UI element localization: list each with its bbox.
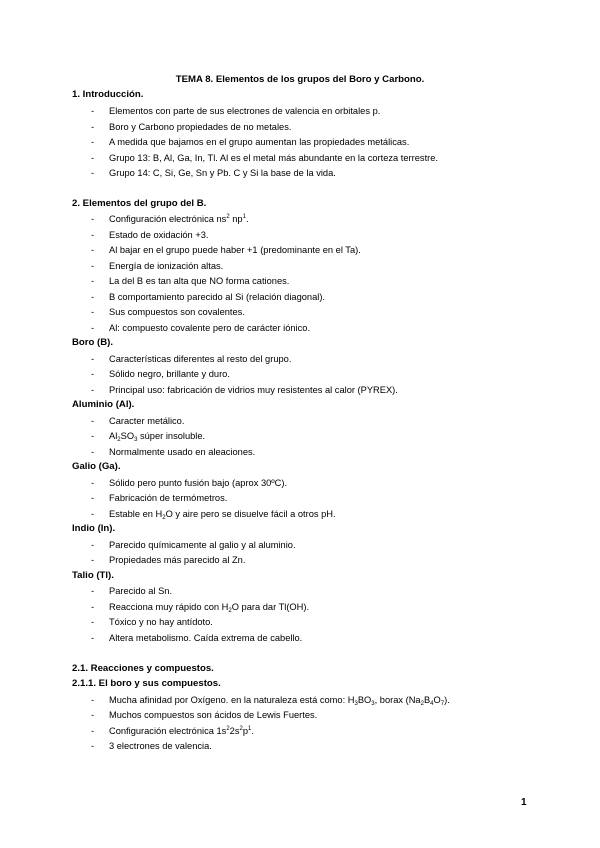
- list-item: - Caracter metálico.: [91, 416, 185, 426]
- list-item: - $Al_2SO_3$ súper insoluble.: [91, 431, 206, 443]
- section-heading-boro: Boro (B).: [72, 337, 114, 348]
- list-item: - Sólido pero punto fusión bajo (aprox 30ºC).: [91, 478, 288, 488]
- section-heading-group-b: 2. Elementos del grupo del B.: [72, 198, 207, 209]
- list-item: - A medida que bajamos en el grupo aumentan las propiedades metálicas.: [91, 137, 410, 147]
- list-item: - Muchos compuestos son ácidos de Lewis Fuertes.: [91, 710, 318, 720]
- section-heading-aluminio: Aluminio (Al).: [72, 399, 135, 410]
- section-heading-reacciones: 2.1. Reacciones y compuestos.: [72, 663, 214, 674]
- page-number: 1: [521, 797, 527, 808]
- list-item: - La del B es tan alta que NO forma cationes.: [91, 276, 290, 286]
- section-heading-talio: Talio (Tl).: [72, 570, 114, 581]
- list-item: - Altera metabolismo. Caída extrema de cabello.: [91, 633, 303, 643]
- section-heading-indio: Indio (In).: [72, 523, 116, 534]
- section-heading-intro: 1. Introducción.: [72, 89, 144, 100]
- list-item: - Características diferentes al resto del grupo.: [91, 354, 292, 364]
- section-heading-galio: Galio (Ga).: [72, 461, 121, 472]
- list-item: - Configuración electrónica $1s^22s^2p^1$.: [91, 726, 254, 736]
- list-item: - Mucha afinidad por Oxígeno. en la naturaleza está como: $H_3BO_3$, borax $(Na_2B_4O_7)$.: [91, 695, 450, 707]
- list-item: - Propiedades más parecido al Zn.: [91, 555, 246, 565]
- list-item: - Estable en $H_2O$ y aire pero se disuelve fácil a otros pH.: [91, 509, 336, 521]
- list-item: - B comportamiento parecido al Si (relación diagonal).: [91, 292, 326, 302]
- list-item: - Fabricación de termómetros.: [91, 493, 228, 503]
- list-item: - Boro y Carbono propiedades de no metales.: [91, 122, 292, 132]
- list-item: - Reacciona muy rápido con $H_2O$ para dar Tl(OH).: [91, 602, 310, 614]
- subsection-heading-boro-compuestos: 2.1.1. El boro y sus compuestos.: [72, 678, 221, 689]
- list-item: - 3 electrones de valencia.: [91, 741, 212, 751]
- list-item: - Elementos con parte de sus electrones de valencia en orbitales p.: [91, 106, 381, 116]
- list-item: - Parecido químicamente al galio y al aluminio.: [91, 540, 296, 550]
- list-item: - Normalmente usado en aleaciones.: [91, 447, 256, 457]
- list-item: - Parecido al Sn.: [91, 586, 173, 596]
- list-item: - Configuración electrónica $ns^2$ $np^1$.: [91, 214, 249, 224]
- list-item: - Al: compuesto covalente pero de carácter iónico.: [91, 323, 311, 333]
- list-item: - Estado de oxidación +3.: [91, 230, 209, 240]
- list-item: - Sus compuestos son covalentes.: [91, 307, 245, 317]
- list-item: - Principal uso: fabricación de vidrios muy resistentes al calor (PYREX).: [91, 385, 398, 395]
- list-item: - Sólido negro, brillante y duro.: [91, 369, 230, 379]
- list-item: - Tóxico y no hay antídoto.: [91, 617, 213, 627]
- list-item: - Al bajar en el grupo puede haber +1 (predominante en el Ta).: [91, 245, 361, 255]
- document-title: TEMA 8. Elementos de los grupos del Boro y Carbono.: [175, 74, 425, 85]
- list-item: - Grupo 14: C, Si, Ge, Sn y Pb. C y Si la base de la vida.: [91, 168, 336, 178]
- list-item: - Energía de ionización altas.: [91, 261, 224, 271]
- list-item: - Grupo 13: B, Al, Ga, In, Tl. Al es el metal más abundante en la corteza terrestre.: [91, 153, 439, 163]
